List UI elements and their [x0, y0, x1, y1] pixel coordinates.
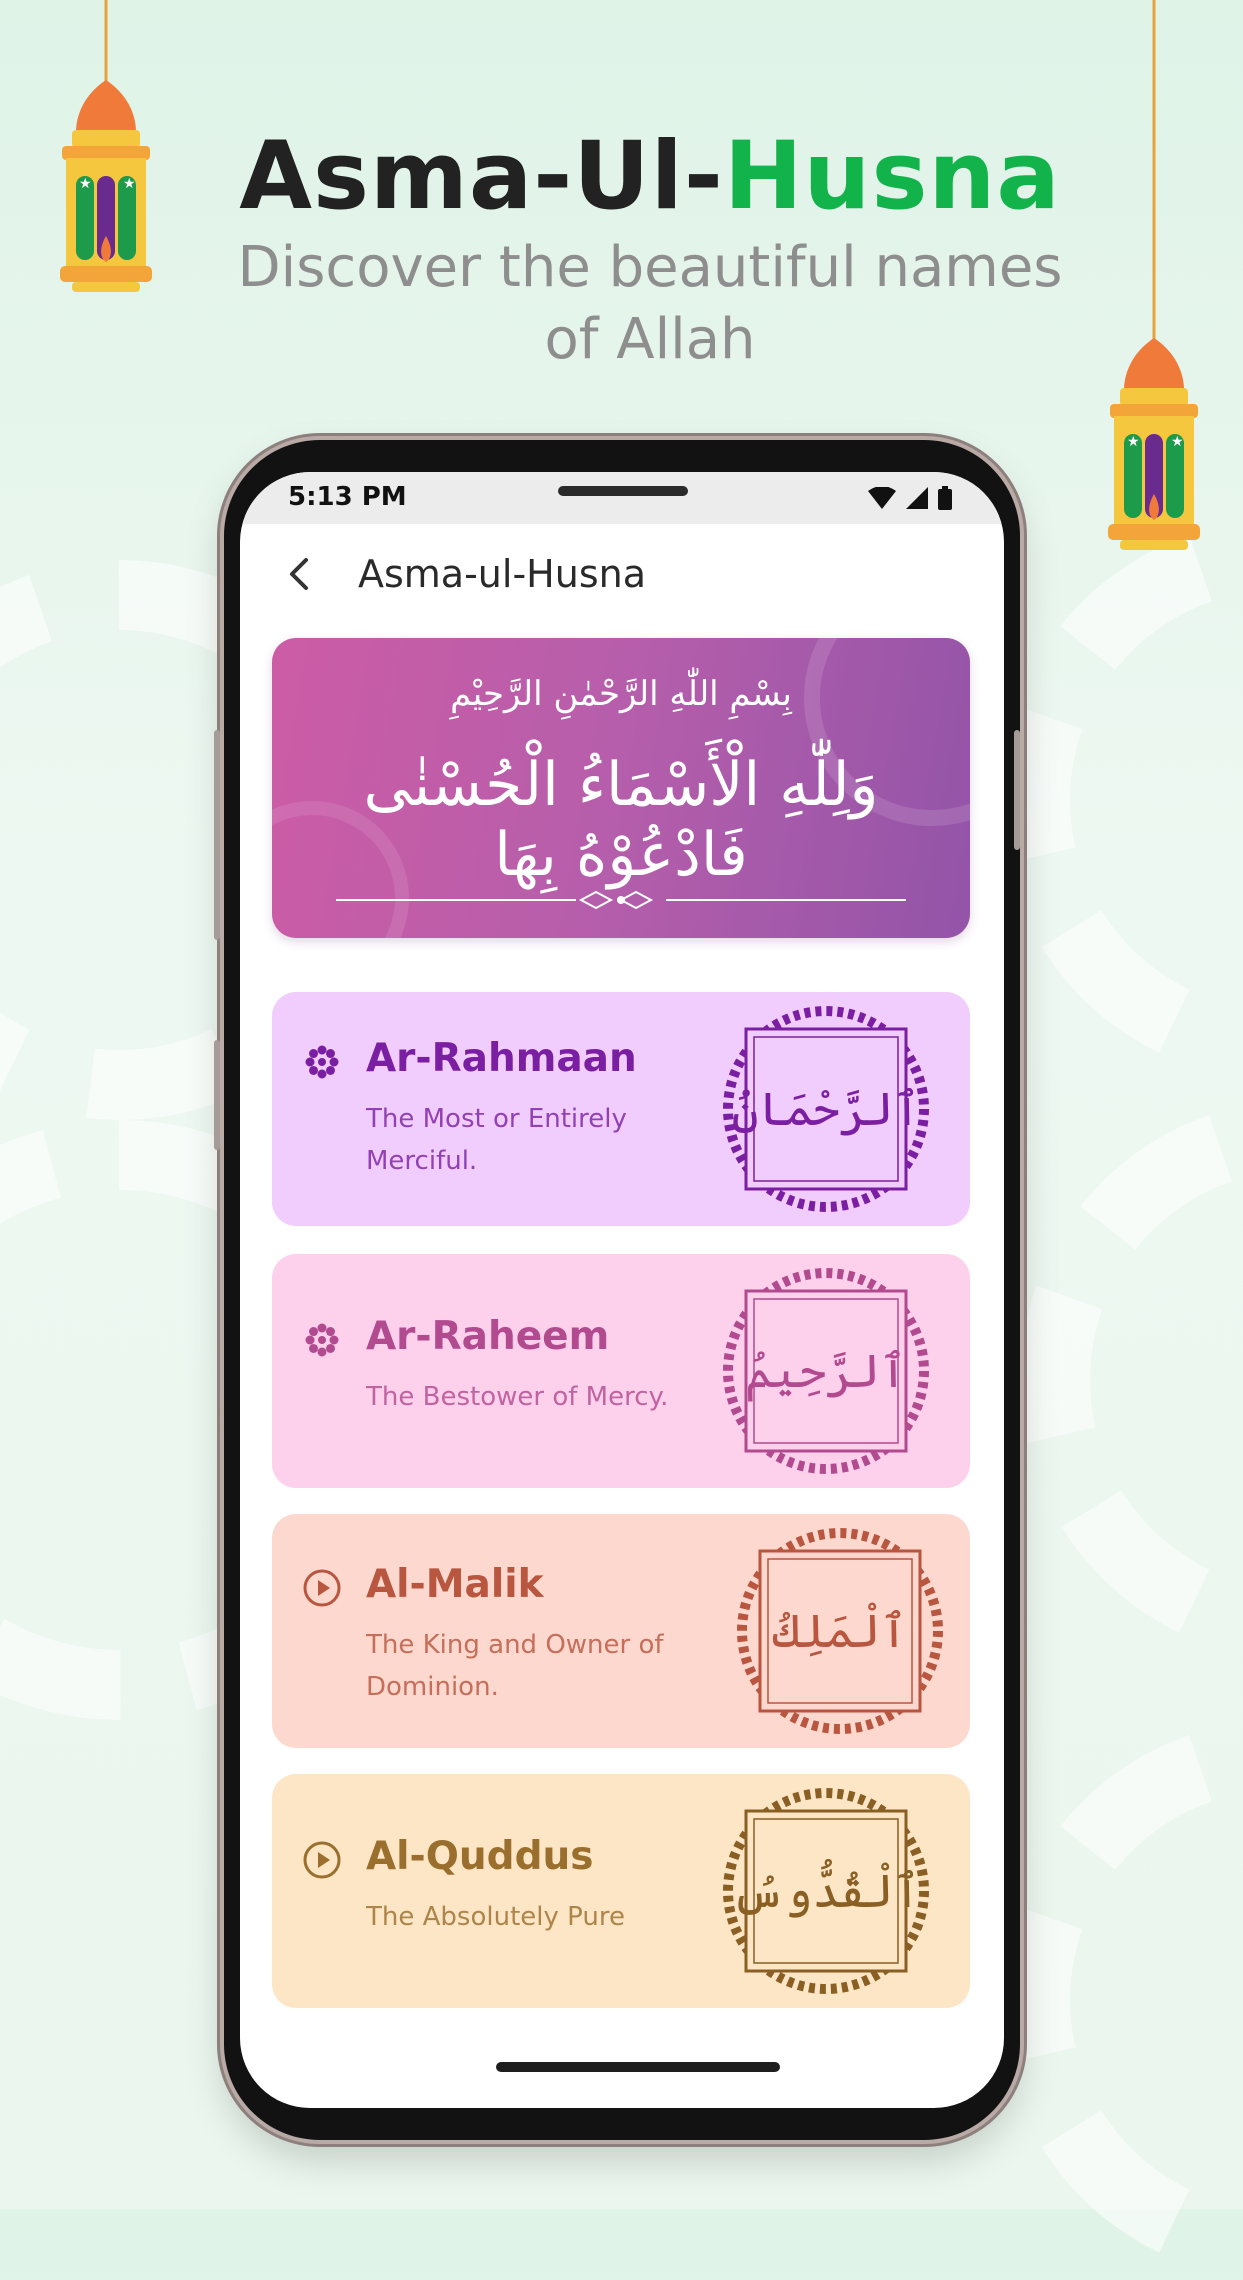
promo-subheadline	[200, 232, 1100, 376]
banner-bismillah: بِسْمِ اللّٰهِ الرَّحْمٰنِ الرَّحِيْمِ	[450, 674, 792, 714]
lantern-right-icon	[1104, 0, 1210, 564]
phone-side-button	[1014, 730, 1020, 850]
name-meaning: The Absolutely Pure	[366, 1902, 625, 1932]
status-time: 5:13 PM	[288, 482, 407, 512]
name-arabic: ٱلرَّحْمَانُ	[731, 1082, 921, 1136]
arabic-calligraphy-frame	[720, 1265, 932, 1477]
name-meaning: The Bestower of Mercy.	[366, 1382, 669, 1412]
background-pattern	[1000, 1720, 1243, 2280]
verse-banner	[272, 638, 970, 938]
svg-text:★: ★	[1171, 434, 1184, 450]
subheadline-line-2: of Allah	[544, 307, 756, 372]
ornament-divider-icon	[336, 890, 906, 910]
svg-text:★: ★	[123, 176, 136, 192]
phone-screen	[240, 472, 1004, 2108]
headline-part-1: Asma-Ul-	[239, 122, 724, 231]
battery-icon	[938, 486, 952, 510]
arabic-calligraphy-frame	[720, 1003, 932, 1215]
promo-headline	[0, 122, 1243, 231]
app-bar	[240, 524, 1004, 624]
phone-side-button	[214, 1040, 220, 1150]
name-arabic: ٱلرَّحِيمُ	[745, 1344, 907, 1398]
phone-side-button	[214, 730, 220, 940]
chevron-left-icon	[278, 552, 322, 596]
name-arabic: ٱلْمَلِكُ	[772, 1604, 908, 1658]
phone-mockup	[224, 440, 1020, 2140]
name-card[interactable]	[272, 1774, 970, 2008]
status-bar	[240, 472, 1004, 524]
wifi-icon	[868, 487, 896, 509]
name-meaning: The Most or Entirely Merciful.	[366, 1104, 627, 1176]
name-card[interactable]	[272, 1514, 970, 1748]
name-arabic: ٱلْقُدُّوسُ	[731, 1864, 921, 1918]
name-card[interactable]	[272, 1254, 970, 1488]
svg-text:★: ★	[1127, 434, 1140, 450]
name-card[interactable]	[272, 992, 970, 1226]
arabic-calligraphy-frame	[720, 1785, 932, 1997]
name-meaning: The King and Owner of Dominion.	[366, 1630, 664, 1702]
phone-speaker	[558, 486, 688, 496]
name-transliteration: Ar-Rahmaan	[366, 1036, 637, 1081]
svg-text:★: ★	[79, 176, 92, 192]
name-transliteration: Ar-Raheem	[366, 1314, 610, 1359]
status-icons	[868, 486, 952, 510]
flower-icon	[302, 1042, 342, 1082]
home-indicator[interactable]	[496, 2062, 780, 2072]
name-transliteration: Al-Quddus	[366, 1834, 594, 1879]
background-pattern	[1020, 1100, 1243, 1660]
play-icon[interactable]	[302, 1840, 342, 1880]
name-transliteration: Al-Malik	[366, 1562, 544, 1607]
arabic-calligraphy-frame	[734, 1525, 946, 1737]
subheadline-line-1: Discover the beautiful names	[237, 235, 1063, 300]
headline-part-2: Husna	[723, 122, 1061, 231]
background-pattern	[1000, 520, 1243, 1080]
back-button[interactable]	[278, 552, 322, 596]
banner-verse: وَلِلّٰهِ الْأَسْمَاءُ الْحُسْنٰى فَادْعُوْهُ بِهَا	[363, 750, 879, 890]
signal-icon	[906, 487, 928, 509]
page-title: Asma-ul-Husna	[358, 552, 646, 596]
play-icon[interactable]	[302, 1568, 342, 1608]
flower-icon	[302, 1320, 342, 1360]
